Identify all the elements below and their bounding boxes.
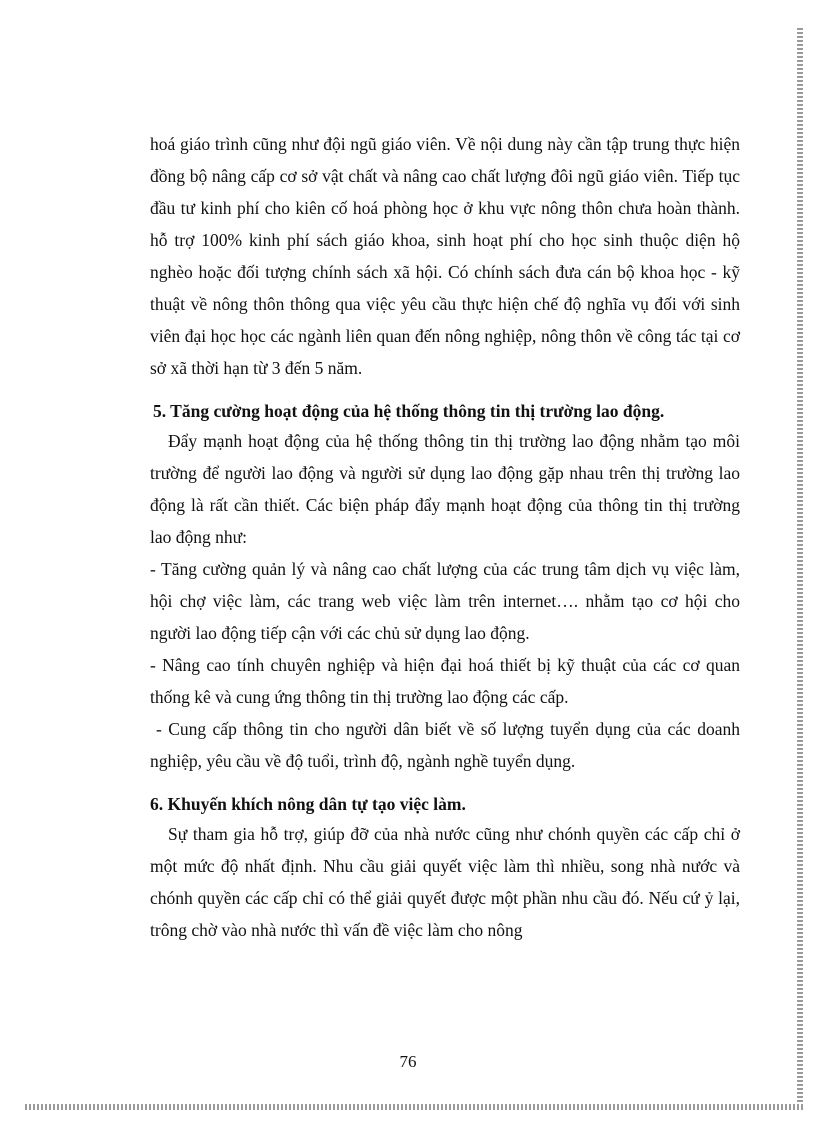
section-5-bullet-3: - Cung cấp thông tin cho người dân biết về số lượng tuyển dụng của các doanh nghiệp, yêu cầu về độ tuổi, trình độ, ngành nghề tuyển dụng. xyxy=(150,719,740,771)
section-5 xyxy=(150,397,740,777)
section-6-heading: 6. Khuyến khích nông dân tự tạo việc làm. xyxy=(150,794,466,814)
section-5-bullet-2: - Nâng cao tính chuyên nghiệp và hiện đại hoá thiết bị kỹ thuật của các cơ quan thống kê và cung ứng thông tin thị trường lao động các cấp. xyxy=(150,655,740,707)
section-5-intro: Đẩy mạnh hoạt động của hệ thống thông tin thị trường lao động nhằm tạo môi trường để người lao động và người sử dụng lao động gặp nhau trên thị trường lao động là rất cần thiết. Các biện pháp đẩy mạnh hoạt động của thông tin thị trường lao động như: xyxy=(150,431,740,547)
paragraph-intro: hoá giáo trình cũng như đội ngũ giáo viên. Về nội dung này cần tập trung thực hiện đồng bộ nâng cấp cơ sở vật chất và nâng cao chất lượng đôi ngũ giáo viên. Tiếp tục đầu tư kinh phí cho kiên cố hoá phòng học ở khu vực nông thôn chưa hoàn thành. hỗ trợ 100% kinh phí sách giáo khoa, sinh hoạt phí cho học sinh thuộc diện hộ nghèo hoặc đối tượng chính sách xã hội. Có chính sách đưa cán bộ khoa học - kỹ thuật về nông thôn thông qua việc yêu cầu thực hiện chế độ nghĩa vụ đối với sinh viên đại học học các ngành liên quan đến nông nghiệp, nông thôn về công tác tại cơ sở xã thời hạn từ 3 đến 5 năm. xyxy=(150,134,740,378)
page-number: 76 xyxy=(399,1052,417,1071)
section-5-heading: 5. Tăng cường hoạt động của hệ thống thông tin thị trường lao động. xyxy=(153,401,665,421)
section-6 xyxy=(150,790,740,946)
page-border-bottom xyxy=(25,1104,803,1110)
section-5-bullet-1: - Tăng cường quản lý và nâng cao chất lượng của các trung tâm dịch vụ việc làm, hội chợ việc làm, các trang web việc làm trên internet…. nhằm tạo cơ hội cho người lao động tiếp cận với các chủ sử dụng lao động. xyxy=(150,559,740,643)
page-content xyxy=(150,128,740,946)
page-border-right xyxy=(797,28,803,1110)
section-6-paragraph: Sự tham gia hỗ trợ, giúp đỡ của nhà nước cũng như chónh quyền các cấp chỉ ở một mức độ nhất định. Nhu cầu giải quyết việc làm thì nhiều, song nhà nước và chónh quyền các cấp chỉ có thể giải quyết được một phần nhu cầu đó. Nếu cứ ỷ lại, trông chờ vào nhà nước thì vấn đề việc làm cho nông xyxy=(150,824,740,940)
